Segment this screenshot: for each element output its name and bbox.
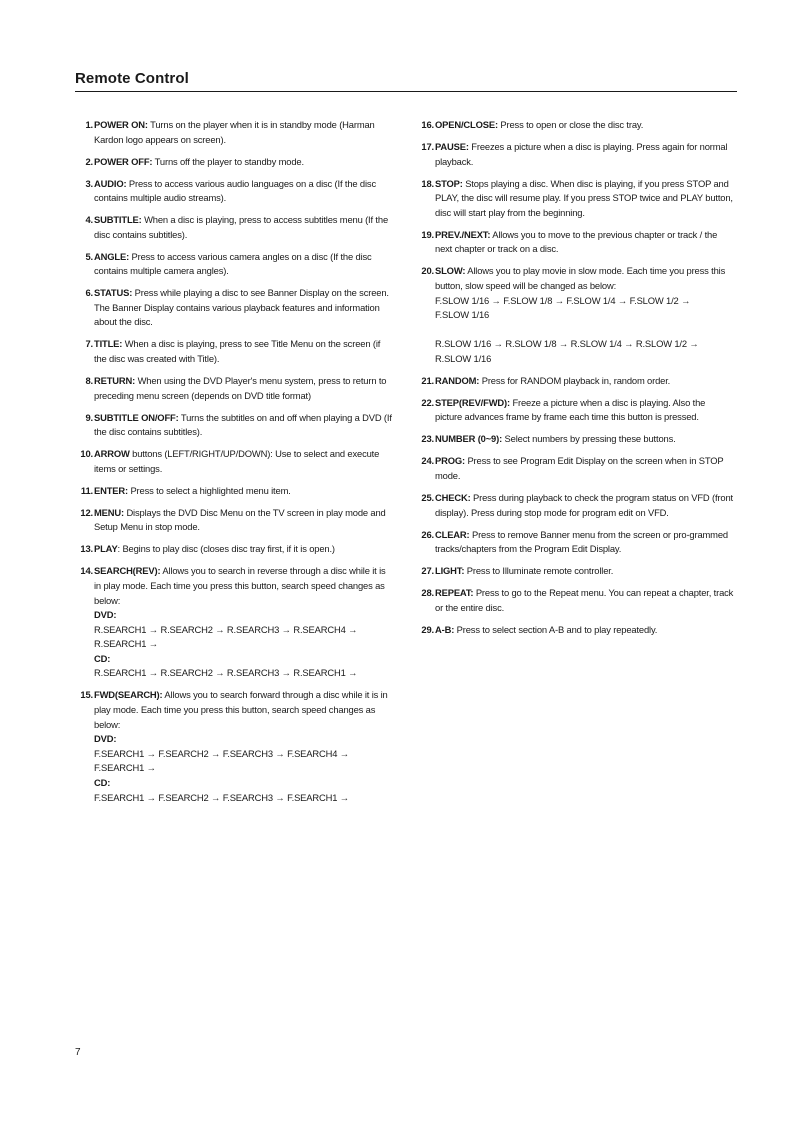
item-term: RETURN: [94,375,136,387]
item-text: Press to access various camera angles on a disc (If the disc contains multiple camera angles). [94,250,372,277]
item-text: Press to see Program Edit Display on the screen when in STOP mode. [435,455,724,481]
right-item-list-b [416,374,734,637]
item-number: 23. [421,433,434,445]
item-number: 2. [85,155,93,167]
item-number: 16. [421,119,434,130]
item-body [434,454,734,483]
item-term: SUBTITLE ON/OFF: [94,411,179,423]
item-term: POWER ON: [94,119,148,130]
rev-slow-sequence-line2: R.SLOW 1/16 [435,352,492,364]
item-text: Turns off the player to standby mode. [152,155,304,167]
list-item [75,337,393,366]
item-term: A-B: [435,623,455,635]
item-number: 11. [80,484,93,496]
item-text: When a disc is playing, press to access subtitles menu (If the disc contains subtitles). [94,214,389,240]
item-text: Select numbers by pressing these buttons. [502,433,676,445]
list-item [75,447,393,476]
item-text: Turns the subtitles on and off when playing a DVD (If the disc contains subtitles). [94,411,392,438]
item-number: 18. [421,177,434,189]
item-text: Allows you to move to the previous chapter or track / the next chapter or track on a disc. [435,228,718,255]
list-item [416,177,734,221]
item-body [93,155,393,170]
item-number: 10. [80,448,93,460]
dvd-label: DVD: [94,609,117,621]
list-item-15 [75,688,393,805]
item-term: PAUSE: [435,140,469,152]
item-term: NUMBER (0~9): [435,433,503,445]
fwd-slow-sequence-line1: F.SLOW 1/16 → F.SLOW 1/8 → F.SLOW 1/4 → F.SLOW 1/2 → [435,294,691,306]
list-item [416,118,734,133]
item-term: ANGLE: [94,250,130,262]
dvd-sequence-line1: R.SEARCH1 → R.SEARCH2 → R.SEARCH3 → R.SEARCH4 → [94,623,358,635]
item-term: AUDIO: [94,177,127,189]
item-text: Allows you to play movie in slow mode. Each time you press this button, slow speed will be changed as below: [435,265,726,291]
item-term: FWD(SEARCH): [94,689,163,701]
item-number: 26. [421,528,434,540]
item-number: 28. [421,587,434,599]
list-item [75,118,393,147]
item-term: CHECK: [435,491,471,503]
item-body [93,177,393,206]
item-number: 9. [85,411,93,423]
item-term: PROG: [435,455,465,467]
list-item [416,228,734,257]
item-text: Press to go to the Repeat menu. You can repeat a chapter, track or the entire disc. [435,587,734,613]
item-number: 21. [421,374,434,386]
item-body [434,564,734,579]
item-body [93,213,393,242]
item-term: RANDOM: [435,374,480,386]
list-item [416,586,734,615]
list-item [75,506,393,535]
list-item-20 [416,264,734,366]
right-column [416,118,734,645]
item-term: STEP(REV/FWD): [435,396,510,408]
item-term: STOP: [435,177,463,189]
list-item [416,491,734,520]
dvd-label: DVD: [94,733,117,745]
item-text: Stops playing a disc. When disc is playing, if you press STOP and PLAY, the disc will resume play. If you press STOP twice and PLAY button, disc will start play from the beginning. [435,177,733,218]
item-term: SLOW: [435,265,466,277]
item-text: : Begins to play disc (closes disc tray first, if it is open.) [117,543,335,555]
item-body [93,564,393,681]
item-term: POWER OFF: [94,155,153,167]
item-number: 15. [80,689,93,701]
left-item-list [75,118,393,557]
item-number: 1. [85,119,93,130]
list-item [416,623,734,638]
item-body [93,688,393,805]
item-term: REPEAT: [435,587,474,599]
list-item [75,484,393,499]
sequence-gap [435,323,734,338]
item-body [434,140,734,169]
list-item [75,374,393,403]
item-body [93,506,393,535]
item-text: Press to Illuminate remote controller. [464,565,614,577]
item-text: Allows you to search in reverse through a disc while it is in play mode. Each time you press this button, search speed changes as below: [94,565,386,606]
heading-rule [75,91,737,92]
item-number: 27. [421,565,434,577]
item-body [434,623,734,638]
item-term: STATUS: [94,287,133,299]
list-item [416,374,734,389]
item-number: 25. [421,491,434,503]
list-item [75,250,393,279]
item-body [93,447,393,476]
item-term: TITLE: [94,338,123,350]
item-number: 17. [421,140,434,152]
item-text: Press to open or close the disc tray. [497,119,644,130]
item-number: 5. [85,250,93,262]
item-term: CLEAR: [435,528,470,540]
fwd-slow-sequence-line2: F.SLOW 1/16 [435,309,490,321]
item-text: Press while playing a disc to see Banner Display on the screen. The Banner Display contains various playback features and information about the disc. [94,287,389,328]
item-text: buttons (LEFT/RIGHT/UP/DOWN): Use to select and execute items or settings. [94,448,380,474]
item-number: 8. [85,375,93,387]
dvd-sequence-line2: R.SEARCH1 → [94,638,158,650]
list-item [75,155,393,170]
item-body [93,250,393,279]
item-term: PREV./NEXT: [435,228,491,240]
item-body [434,374,734,389]
item-number: 24. [421,455,434,467]
item-number: 29. [421,623,434,635]
item-text: Turns on the player when it is in standby mode (Harman Kardon logo appears on screen). [94,119,375,145]
dvd-sequence-line1: F.SEARCH1 → F.SEARCH2 → F.SEARCH3 → F.SEARCH4 → [94,747,349,759]
cd-label: CD: [94,652,111,664]
page-number: 7 [75,1047,81,1058]
left-column [75,118,393,813]
dvd-sequence-line2: F.SEARCH1 → [94,762,156,774]
item-term: ENTER: [94,484,128,496]
cd-label: CD: [94,777,111,789]
list-item [416,528,734,557]
cd-sequence-line1: F.SEARCH1 → F.SEARCH2 → F.SEARCH3 → F.SEARCH1 → [94,791,349,803]
item-body [434,491,734,520]
item-body [93,411,393,440]
item-text: Freeze a picture when a disc is playing. Also the picture advances frame by frame each time this button is pressed. [435,396,706,423]
item-body [434,396,734,425]
item-text: Press for RANDOM playback in, random order. [479,374,671,386]
item-text: Press to remove Banner menu from the screen or pro-grammed tracks/chapters from the Program Edit Display. [435,528,728,555]
list-item [416,454,734,483]
item-text: Press to select section A-B and to play repeatedly. [454,623,658,635]
list-item [75,411,393,440]
item-body [434,228,734,257]
item-number: 14. [80,565,93,577]
item-text: Press to select a highlighted menu item. [128,484,291,496]
rev-slow-sequence-line1: R.SLOW 1/16 → R.SLOW 1/8 → R.SLOW 1/4 → R.SLOW 1/2 → [435,338,699,350]
item-text: Freezes a picture when a disc is playing. Press again for normal playback. [435,140,728,167]
item-term: PLAY [94,543,118,555]
item-term: LIGHT: [435,565,465,577]
right-item-list-a [416,118,734,257]
item-text: Allows you to search forward through a disc while it is in play mode. Each time you press this button, search speed changes as below: [94,689,388,730]
list-item [75,213,393,242]
item-number: 7. [85,338,93,350]
list-item [75,286,393,330]
item-term: MENU: [94,506,124,518]
item-number: 4. [85,214,93,226]
item-number: 13. [80,543,93,555]
item-term: ARROW [94,448,130,460]
item-body [93,286,393,330]
cd-sequence-line1: R.SEARCH1 → R.SEARCH2 → R.SEARCH3 → R.SEARCH1 → [94,667,358,679]
item-body [434,586,734,615]
item-number: 6. [85,287,93,299]
item-number: 3. [85,177,93,189]
list-item [416,140,734,169]
item-term: OPEN/CLOSE: [435,119,498,130]
item-body [434,432,734,447]
list-item [75,177,393,206]
item-term: SEARCH(REV): [94,565,161,577]
item-text: Press during playback to check the program status on VFD (front display). Press during stop mode for program edit on VFD. [435,491,733,518]
item-text: When a disc is playing, press to see Title Menu on the screen (if the disc was created with Title). [94,338,381,365]
item-body [434,118,734,133]
item-body [434,528,734,557]
item-body [93,337,393,366]
item-number: 12. [80,506,93,518]
item-body [93,484,393,499]
item-body [93,118,393,147]
item-body [434,264,734,366]
list-item [416,564,734,579]
item-text: When using the DVD Player's menu system, press to return to preceding menu screen (depends on DVD title format) [94,375,387,401]
item-body [93,542,393,557]
item-number: 22. [421,396,434,408]
item-term: SUBTITLE: [94,214,142,226]
item-text: Displays the DVD Disc Menu on the TV screen in play mode and Setup Menu in stop mode. [94,506,386,533]
list-item [75,542,393,557]
list-item [416,396,734,425]
item-body [93,374,393,403]
item-text: Press to access various audio languages on a disc (If the disc contains multiple audio streams). [94,177,376,204]
list-item [416,432,734,447]
item-body [434,177,734,221]
list-item-14 [75,564,393,681]
item-number: 20. [421,265,434,277]
item-number: 19. [421,228,434,240]
page-heading: Remote Control [75,70,189,87]
